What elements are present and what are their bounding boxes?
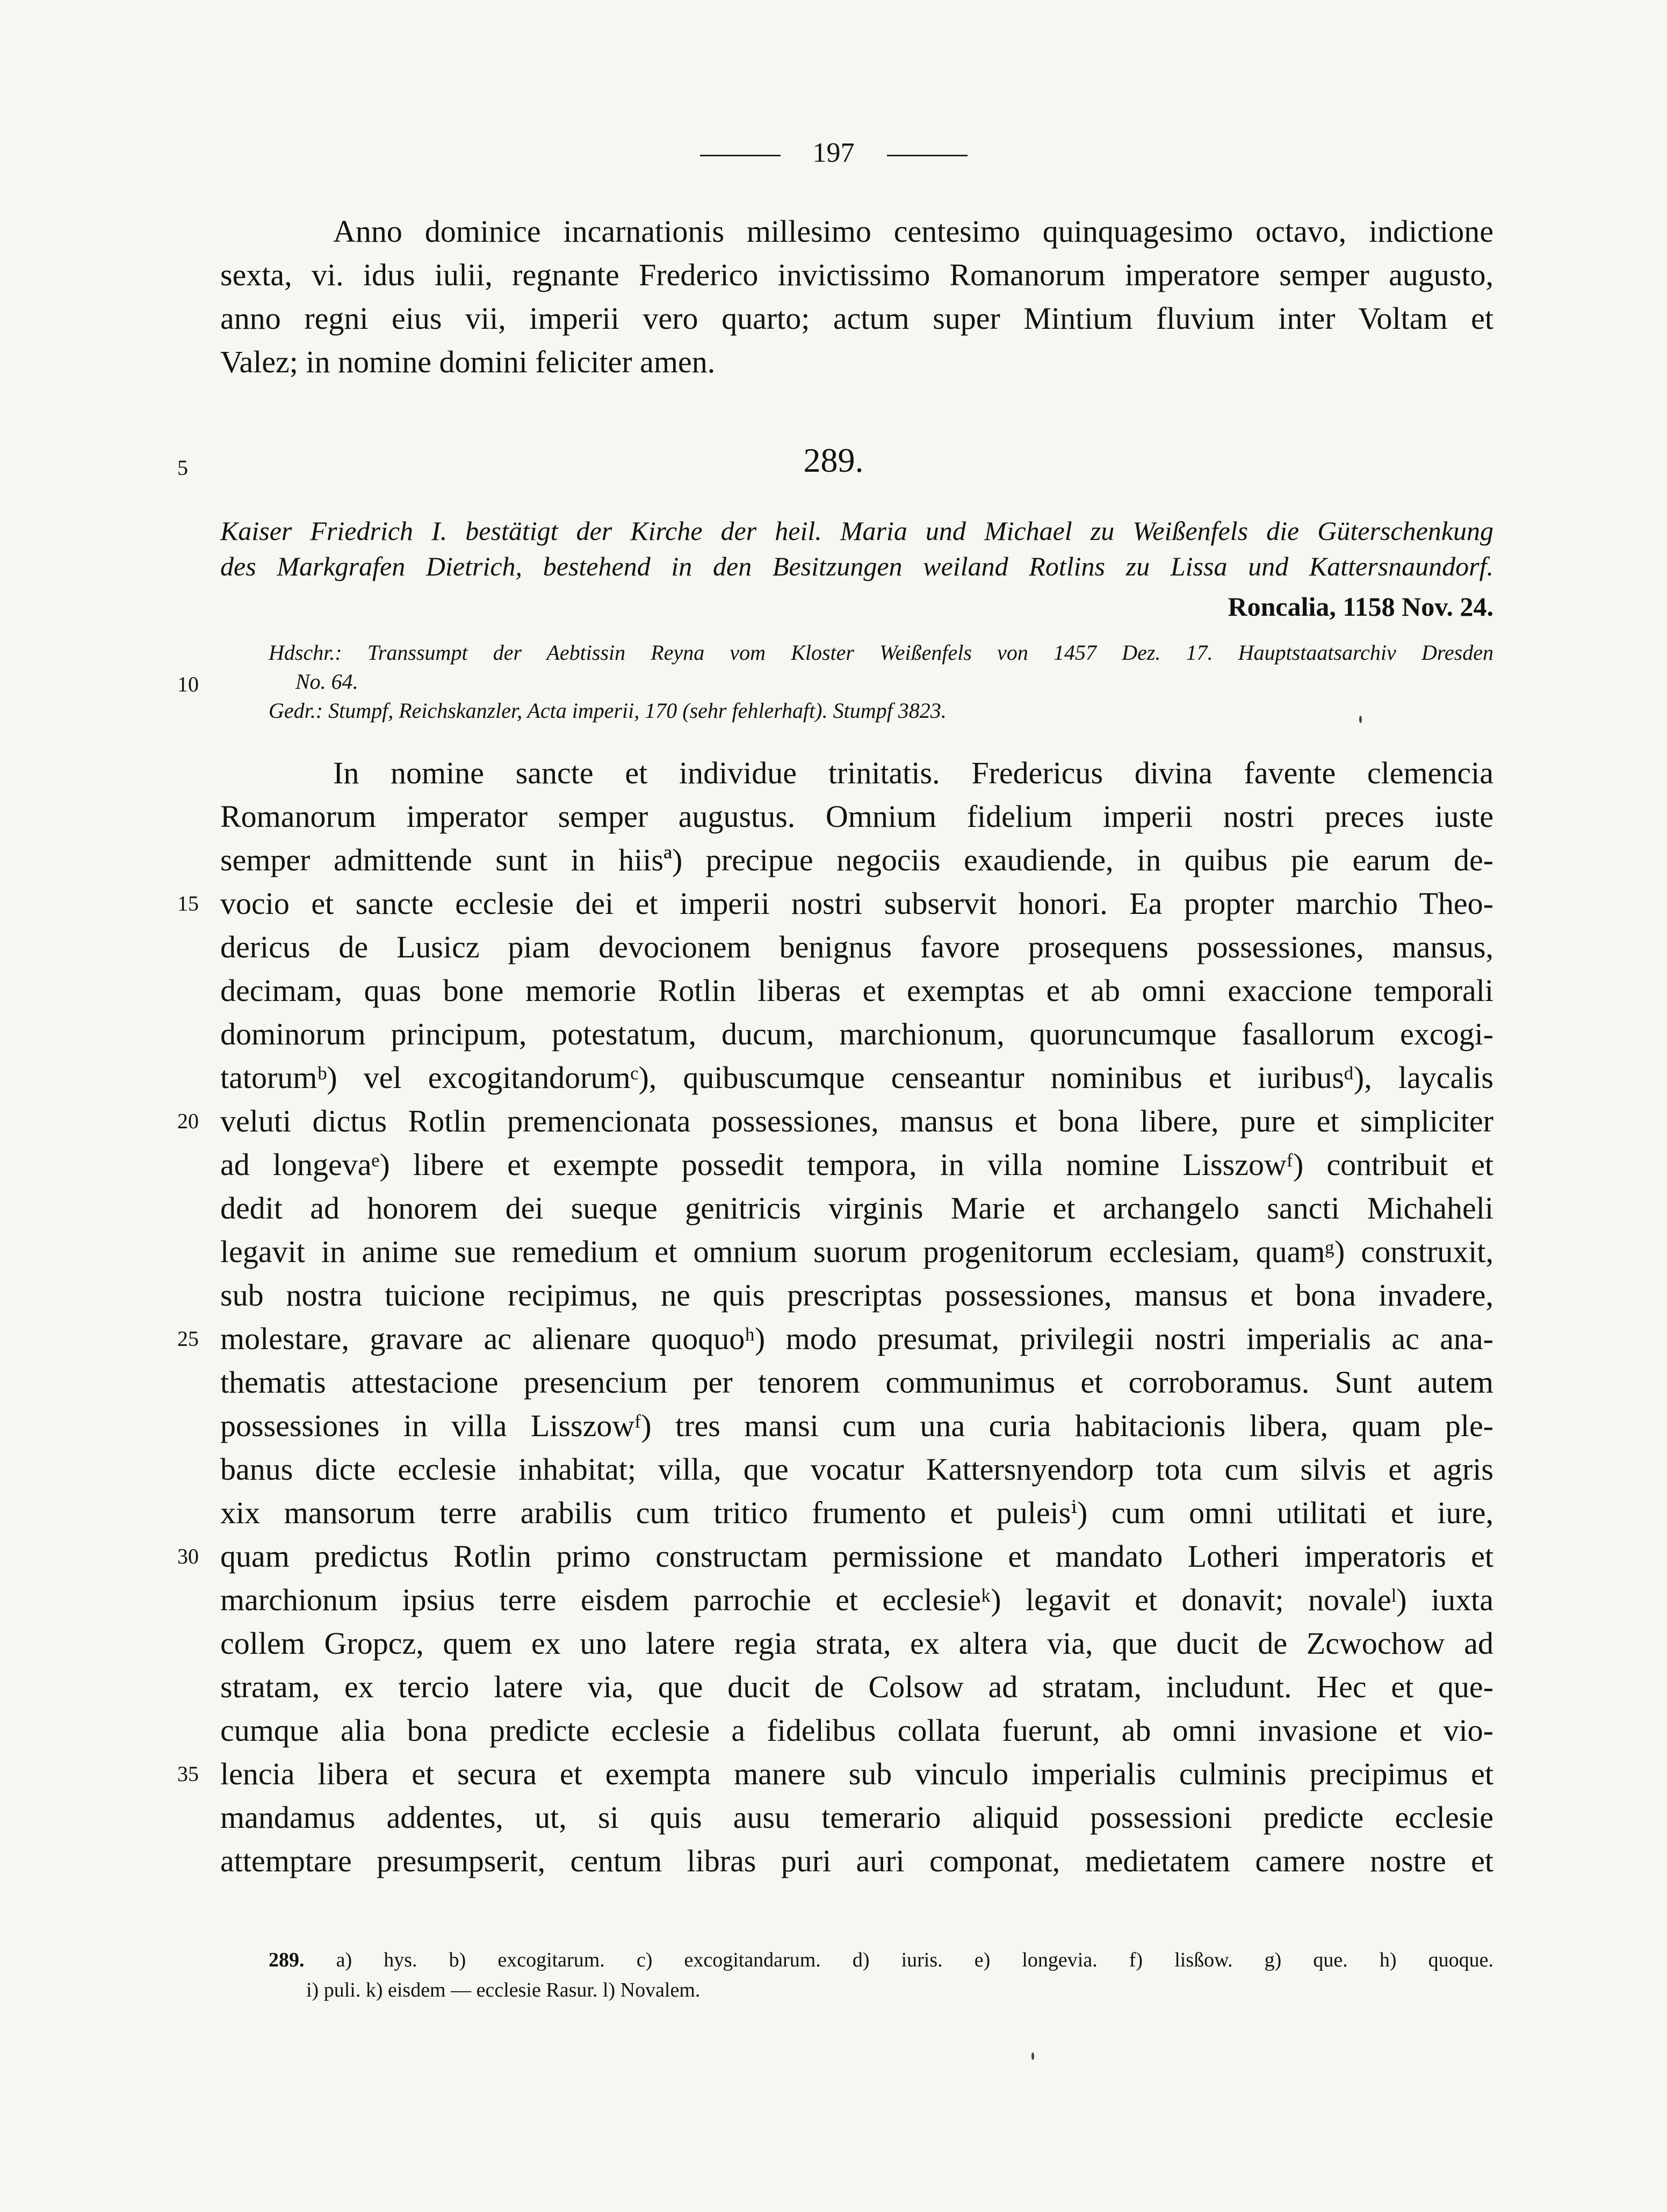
- text-line: possessiones in villa Lisszowᶠ) tres mansi cum una curia habitacionis libera, quam ple-: [220, 1408, 1493, 1443]
- text-line: collem Gropcz, quem ex uno latere regia strata, ex altera via, que ducit de Zcwochow ad: [220, 1626, 1493, 1661]
- text-line: xix mansorum terre arabilis cum tritico frumento et puleisⁱ) cum omni utilitati et iure,: [220, 1495, 1493, 1530]
- footnote-text: a) hys. b) excogitarum. c) excogitandarum. d) iuris. e) longevia. f) lisßow. g) que. h) quoque.: [336, 1949, 1493, 1971]
- source-line: Gedr.: Stumpf, Reichskanzler, Acta imperii, 170 (sehr fehlerhaft). Stumpf 3823.: [269, 698, 947, 723]
- source-line: Hdschr.: Transsumpt der Aebtissin Reyna vom Kloster Weißenfels von 1457 Dez. 17. Hauptstaatsarchiv Dresden: [269, 640, 1493, 665]
- document-dateline: Roncalia, 1158 Nov. 24.: [1228, 592, 1493, 622]
- line-number: 20: [177, 1109, 199, 1133]
- header-rule-left: [700, 155, 781, 156]
- text-line: mandamus addentes, ut, si quis ausu temerario aliquid possessioni predicte ecclesie: [220, 1800, 1493, 1835]
- text-line: Romanorum imperator semper augustus. Omnium fidelium imperii nostri preces iuste: [220, 799, 1493, 834]
- text-line: ad longevaᵉ) libere et exempte possedit tempora, in villa nomine Lisszowᶠ) contribuit et: [220, 1147, 1493, 1182]
- text-line: Valez; in nomine domini feliciter amen.: [220, 344, 716, 379]
- previous-document-end: [220, 210, 1493, 384]
- text-line: stratam, ex tercio latere via, que ducit de Colsow ad stratam, includunt. Hec et que-: [220, 1669, 1493, 1704]
- text-line: sub nostra tuicione recipimus, ne quis prescriptas possessiones, mansus et bona invadere,: [220, 1278, 1493, 1313]
- text-line: quam predictus Rotlin primo constructam permissione et mandato Lotheri imperatoris et: [220, 1539, 1493, 1574]
- footnote-label: 289.: [269, 1949, 305, 1971]
- text-line: dominorum principum, potestatum, ducum, marchionum, quoruncumque fasallorum excogi-: [220, 1017, 1493, 1051]
- footnote-line: i) puli. k) eisdem — ecclesie Rasur. l) Novalem.: [306, 1979, 701, 2001]
- document-summary: [220, 513, 1493, 584]
- print-speck: [1359, 716, 1362, 723]
- line-number: 10: [177, 672, 199, 696]
- line-number: 15: [177, 891, 199, 916]
- text-line: vocio et sancte ecclesie dei et imperii nostri subservit honori. Ea propter marchio Theo-: [220, 886, 1493, 921]
- summary-line: des Markgrafen Dietrich, bestehend in den Besitzungen weiland Rotlins zu Lissa und Kattersnaundorf.: [220, 551, 1493, 581]
- text-line: attemptare presumpserit, centum libras puri auri componat, medietatem camere nostre et: [220, 1843, 1493, 1878]
- text-line: In nomine sancte et individue trinitatis. Fredericus divina favente clemencia: [333, 755, 1493, 790]
- text-line: cumque alia bona predicte ecclesie a fidelibus collata fuerunt, ab omni invasione et vio-: [220, 1713, 1493, 1748]
- text-line: tatorumᵇ) vel excogitandorumᶜ), quibuscumque censeantur nominibus et iuribusᵈ), laycalis: [220, 1060, 1493, 1095]
- text-line: dedit ad honorem dei sueque genitricis virginis Marie et archangelo sancti Michaheli: [220, 1191, 1493, 1226]
- line-number: 25: [177, 1327, 199, 1351]
- text-line: anno regni eius vii, imperii vero quarto; actum super Mintium fluvium inter Voltam et: [220, 301, 1493, 336]
- text-line: semper admittende sunt in hiisª) precipue negociis exaudiende, in quibus pie earum de-: [220, 842, 1493, 877]
- text-line: decimam, quas bone memorie Rotlin liberas et exemptas et ab omni exaccione temporali: [220, 973, 1493, 1008]
- text-line: banus dicte ecclesie inhabitat; villa, que vocatur Kattersnyendorp tota cum silvis et agris: [220, 1452, 1493, 1487]
- text-line: marchionum ipsius terre eisdem parrochie et ecclesieᵏ) legavit et donavit; novaleˡ) iuxta: [220, 1582, 1493, 1617]
- print-speck: [1031, 2052, 1034, 2060]
- footnote-line: [269, 1945, 1493, 1975]
- line-number: 30: [177, 1544, 199, 1568]
- text-line: dericus de Lusicz piam devocionem benignus favore prosequens possessiones, mansus,: [220, 930, 1493, 964]
- summary-line: Kaiser Friedrich I. bestätigt der Kirche der heil. Maria und Michael zu Weißenfels die Güterschenkung: [220, 516, 1493, 546]
- source-line: No. 64.: [295, 669, 358, 694]
- footnotes: [269, 1945, 1493, 2005]
- text-line: Anno dominice incarnationis millesimo centesimo quinquagesimo octavo, indictione: [333, 214, 1493, 249]
- source-notes: [269, 638, 1493, 725]
- text-line: sexta, vi. idus iulii, regnante Frederico invictissimo Romanorum imperatore semper augusto,: [220, 257, 1493, 292]
- line-number: 35: [177, 1762, 199, 1786]
- text-line: lencia libera et secura et exempta manere sub vinculo imperialis culminis precipimus et: [220, 1756, 1493, 1791]
- document-number: 289.: [803, 441, 864, 479]
- page-header: [0, 137, 1667, 169]
- text-line: molestare, gravare ac alienare quoquoʰ) modo presumat, privilegii nostri imperialis ac ana-: [220, 1321, 1493, 1356]
- header-rule-right: [887, 155, 968, 156]
- text-line: legavit in anime sue remedium et omnium suorum progenitorum ecclesiam, quamᵍ) construxit,: [220, 1234, 1493, 1269]
- line-number: 5: [177, 456, 188, 480]
- text-line: veluti dictus Rotlin premencionata possessiones, mansus et bona libere, pure et simpliciter: [220, 1104, 1493, 1139]
- text-line: thematis attestacione presencium per tenorem communimus et corroboramus. Sunt autem: [220, 1365, 1493, 1400]
- document-text: [220, 751, 1493, 1883]
- page-number: 197: [812, 138, 855, 168]
